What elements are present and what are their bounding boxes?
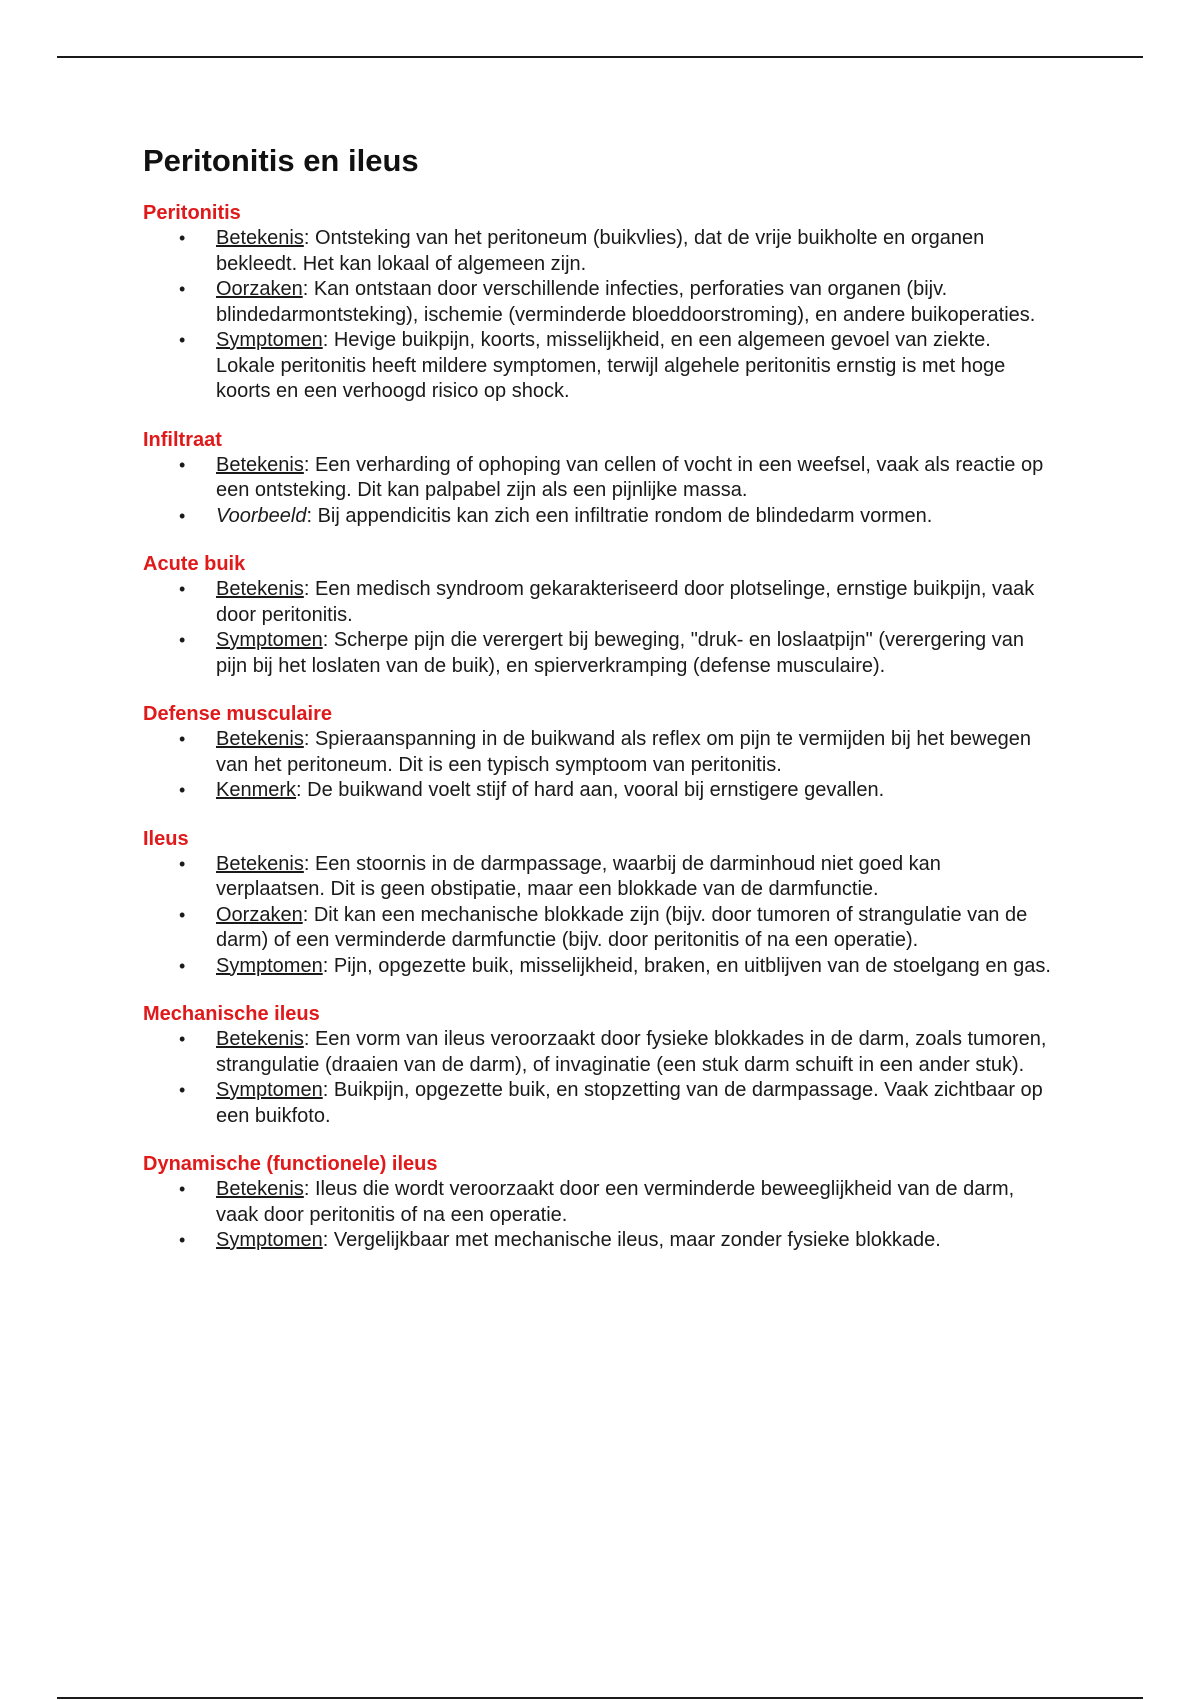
item-text: : Een stoornis in de darmpassage, waarbij de darminhoud niet goed kan verplaatsen. Dit is geen obstipatie, maar een blokkade van de darmfunctie.	[216, 852, 941, 900]
list-item	[143, 727, 1053, 778]
bottom-rule	[57, 1697, 1143, 1699]
item-label: Symptomen	[216, 1229, 323, 1251]
section	[143, 701, 1053, 804]
bullet-icon: •	[179, 279, 186, 299]
bullet-icon: •	[179, 853, 186, 874]
bullet-icon: •	[179, 1230, 186, 1250]
item-text: : Vergelijkbaar met mechanische ileus, maar zonder fysieke blokkade.	[322, 1229, 941, 1251]
page-title: Peritonitis en ileus	[143, 143, 419, 178]
bullet-list	[143, 577, 1053, 679]
bullet-list	[143, 1177, 1053, 1254]
item-text: : Hevige buikpijn, koorts, misselijkheid, en een algemeen gevoel van ziekte. Lokale peritonitis heeft mildere symptomen, terwijl algehele peritonitis ernstig is met hoge koorts en een verhoogd risico op shock.	[216, 329, 1006, 402]
item-text: : Pijn, opgezette buik, misselijkheid, braken, en uitblijven van de stoelgang en gas.	[322, 954, 1051, 977]
item-text: : Bij appendicitis kan zich een infiltratie rondom de blindedarm vormen.	[306, 504, 933, 527]
item-text: : Buikpijn, opgezette buik, en stopzetting van de darmpassage. Vaak zichtbaar op een buikfoto.	[216, 1079, 1043, 1127]
item-label: Voorbeeld	[216, 504, 307, 527]
bullet-icon: •	[179, 955, 186, 976]
bullet-list	[143, 453, 1053, 530]
section-heading: Acute buik	[143, 553, 246, 575]
bullet-list	[143, 852, 1053, 980]
bullet-icon: •	[179, 904, 186, 925]
list-item	[143, 1027, 1053, 1078]
list-item	[143, 628, 1053, 679]
section-heading: Dynamische (functionele) ileus	[143, 1153, 438, 1175]
section	[143, 200, 1053, 405]
bullet-list	[143, 226, 1053, 405]
bullet-icon: •	[179, 1080, 186, 1100]
section-heading: Mechanische ileus	[143, 1003, 320, 1025]
section-heading: Peritonitis	[143, 202, 241, 224]
item-label: Betekenis	[216, 728, 304, 750]
list-item	[143, 1228, 1053, 1254]
item-label: Betekenis	[216, 578, 304, 600]
item-label: Betekenis	[216, 1178, 304, 1200]
bullet-icon: •	[179, 505, 186, 526]
list-item	[143, 328, 1053, 405]
item-text: : Een medisch syndroom gekarakteriseerd door plotselinge, ernstige buikpijn, vaak door peritonitis.	[216, 578, 1035, 626]
item-label: Betekenis	[216, 852, 304, 875]
item-label: Symptomen	[216, 329, 323, 351]
bullet-icon: •	[179, 729, 186, 749]
section	[143, 826, 1053, 980]
bullet-list	[143, 1027, 1053, 1129]
bullet-icon: •	[179, 579, 186, 599]
list-item	[143, 504, 1053, 530]
list-item	[143, 277, 1053, 328]
list-item	[143, 453, 1053, 504]
section	[143, 1001, 1053, 1129]
item-label: Betekenis	[216, 453, 304, 476]
item-label: Kenmerk	[216, 779, 297, 801]
item-text: : Een vorm van ileus veroorzaakt door fysieke blokkades in de darm, zoals tumoren, strangulatie (draaien van de darm), of invaginatie (een stuk darm schuift in een ander stuk).	[216, 1028, 1047, 1076]
bullet-icon: •	[179, 1029, 186, 1049]
top-rule	[57, 56, 1143, 58]
item-text: : Ileus die wordt veroorzaakt door een verminderde beweeglijkheid van de darm, vaak door peritonitis of na een operatie.	[216, 1178, 1015, 1226]
item-label: Oorzaken	[216, 903, 303, 926]
item-text: : De buikwand voelt stijf of hard aan, vooral bij ernstigere gevallen.	[296, 779, 885, 801]
bullet-icon: •	[179, 454, 186, 475]
list-item	[143, 1177, 1053, 1228]
item-text: : Scherpe pijn die verergert bij beweging, "druk- en loslaatpijn" (verergering van pijn bij het loslaten van de buik), en spierverkramping (defense musculaire).	[216, 629, 1024, 677]
item-label: Symptomen	[216, 954, 323, 977]
item-label: Oorzaken	[216, 278, 303, 300]
item-label: Betekenis	[216, 227, 304, 249]
list-item	[143, 903, 1053, 954]
section-heading: Defense musculaire	[143, 703, 332, 725]
list-item	[143, 852, 1053, 903]
item-label: Betekenis	[216, 1028, 304, 1050]
bullet-icon: •	[179, 630, 186, 650]
section	[143, 551, 1053, 679]
section	[143, 1151, 1053, 1254]
section-heading: Ileus	[143, 827, 189, 850]
section	[143, 427, 1053, 530]
document-body	[143, 142, 1053, 1276]
list-item	[143, 954, 1053, 980]
item-text: : Dit kan een mechanische blokkade zijn (bijv. door tumoren of strangulatie van de darm) of een verminderde darmfunctie (bijv. door peritonitis of na een operatie).	[216, 903, 1028, 951]
section-heading: Infiltraat	[143, 428, 222, 451]
list-item	[143, 1078, 1053, 1129]
item-text: : Spieraanspanning in de buikwand als reflex om pijn te vermijden bij het bewegen van het peritoneum. Dit is een typisch symptoom van peritonitis.	[216, 728, 1031, 776]
list-item	[143, 226, 1053, 277]
bullet-icon: •	[179, 1179, 186, 1199]
item-text: : Ontsteking van het peritoneum (buikvlies), dat de vrije buikholte en organen bekleedt. Het kan lokaal of algemeen zijn.	[216, 227, 985, 275]
list-item	[143, 778, 1053, 804]
bullet-icon: •	[179, 780, 186, 800]
bullet-icon: •	[179, 330, 186, 350]
bullet-list	[143, 727, 1053, 804]
item-text: : Een verharding of ophoping van cellen of vocht in een weefsel, vaak als reactie op een ontsteking. Dit kan palpabel zijn als een pijnlijke massa.	[216, 453, 1044, 501]
sections-container	[143, 200, 1053, 1254]
bullet-icon: •	[179, 228, 186, 248]
item-label: Symptomen	[216, 1079, 323, 1101]
list-item	[143, 577, 1053, 628]
item-label: Symptomen	[216, 629, 323, 651]
item-text: : Kan ontstaan door verschillende infecties, perforaties van organen (bijv. blindedarmontsteking), ischemie (verminderde bloeddoorstroming), en andere buikoperaties.	[216, 278, 1036, 326]
